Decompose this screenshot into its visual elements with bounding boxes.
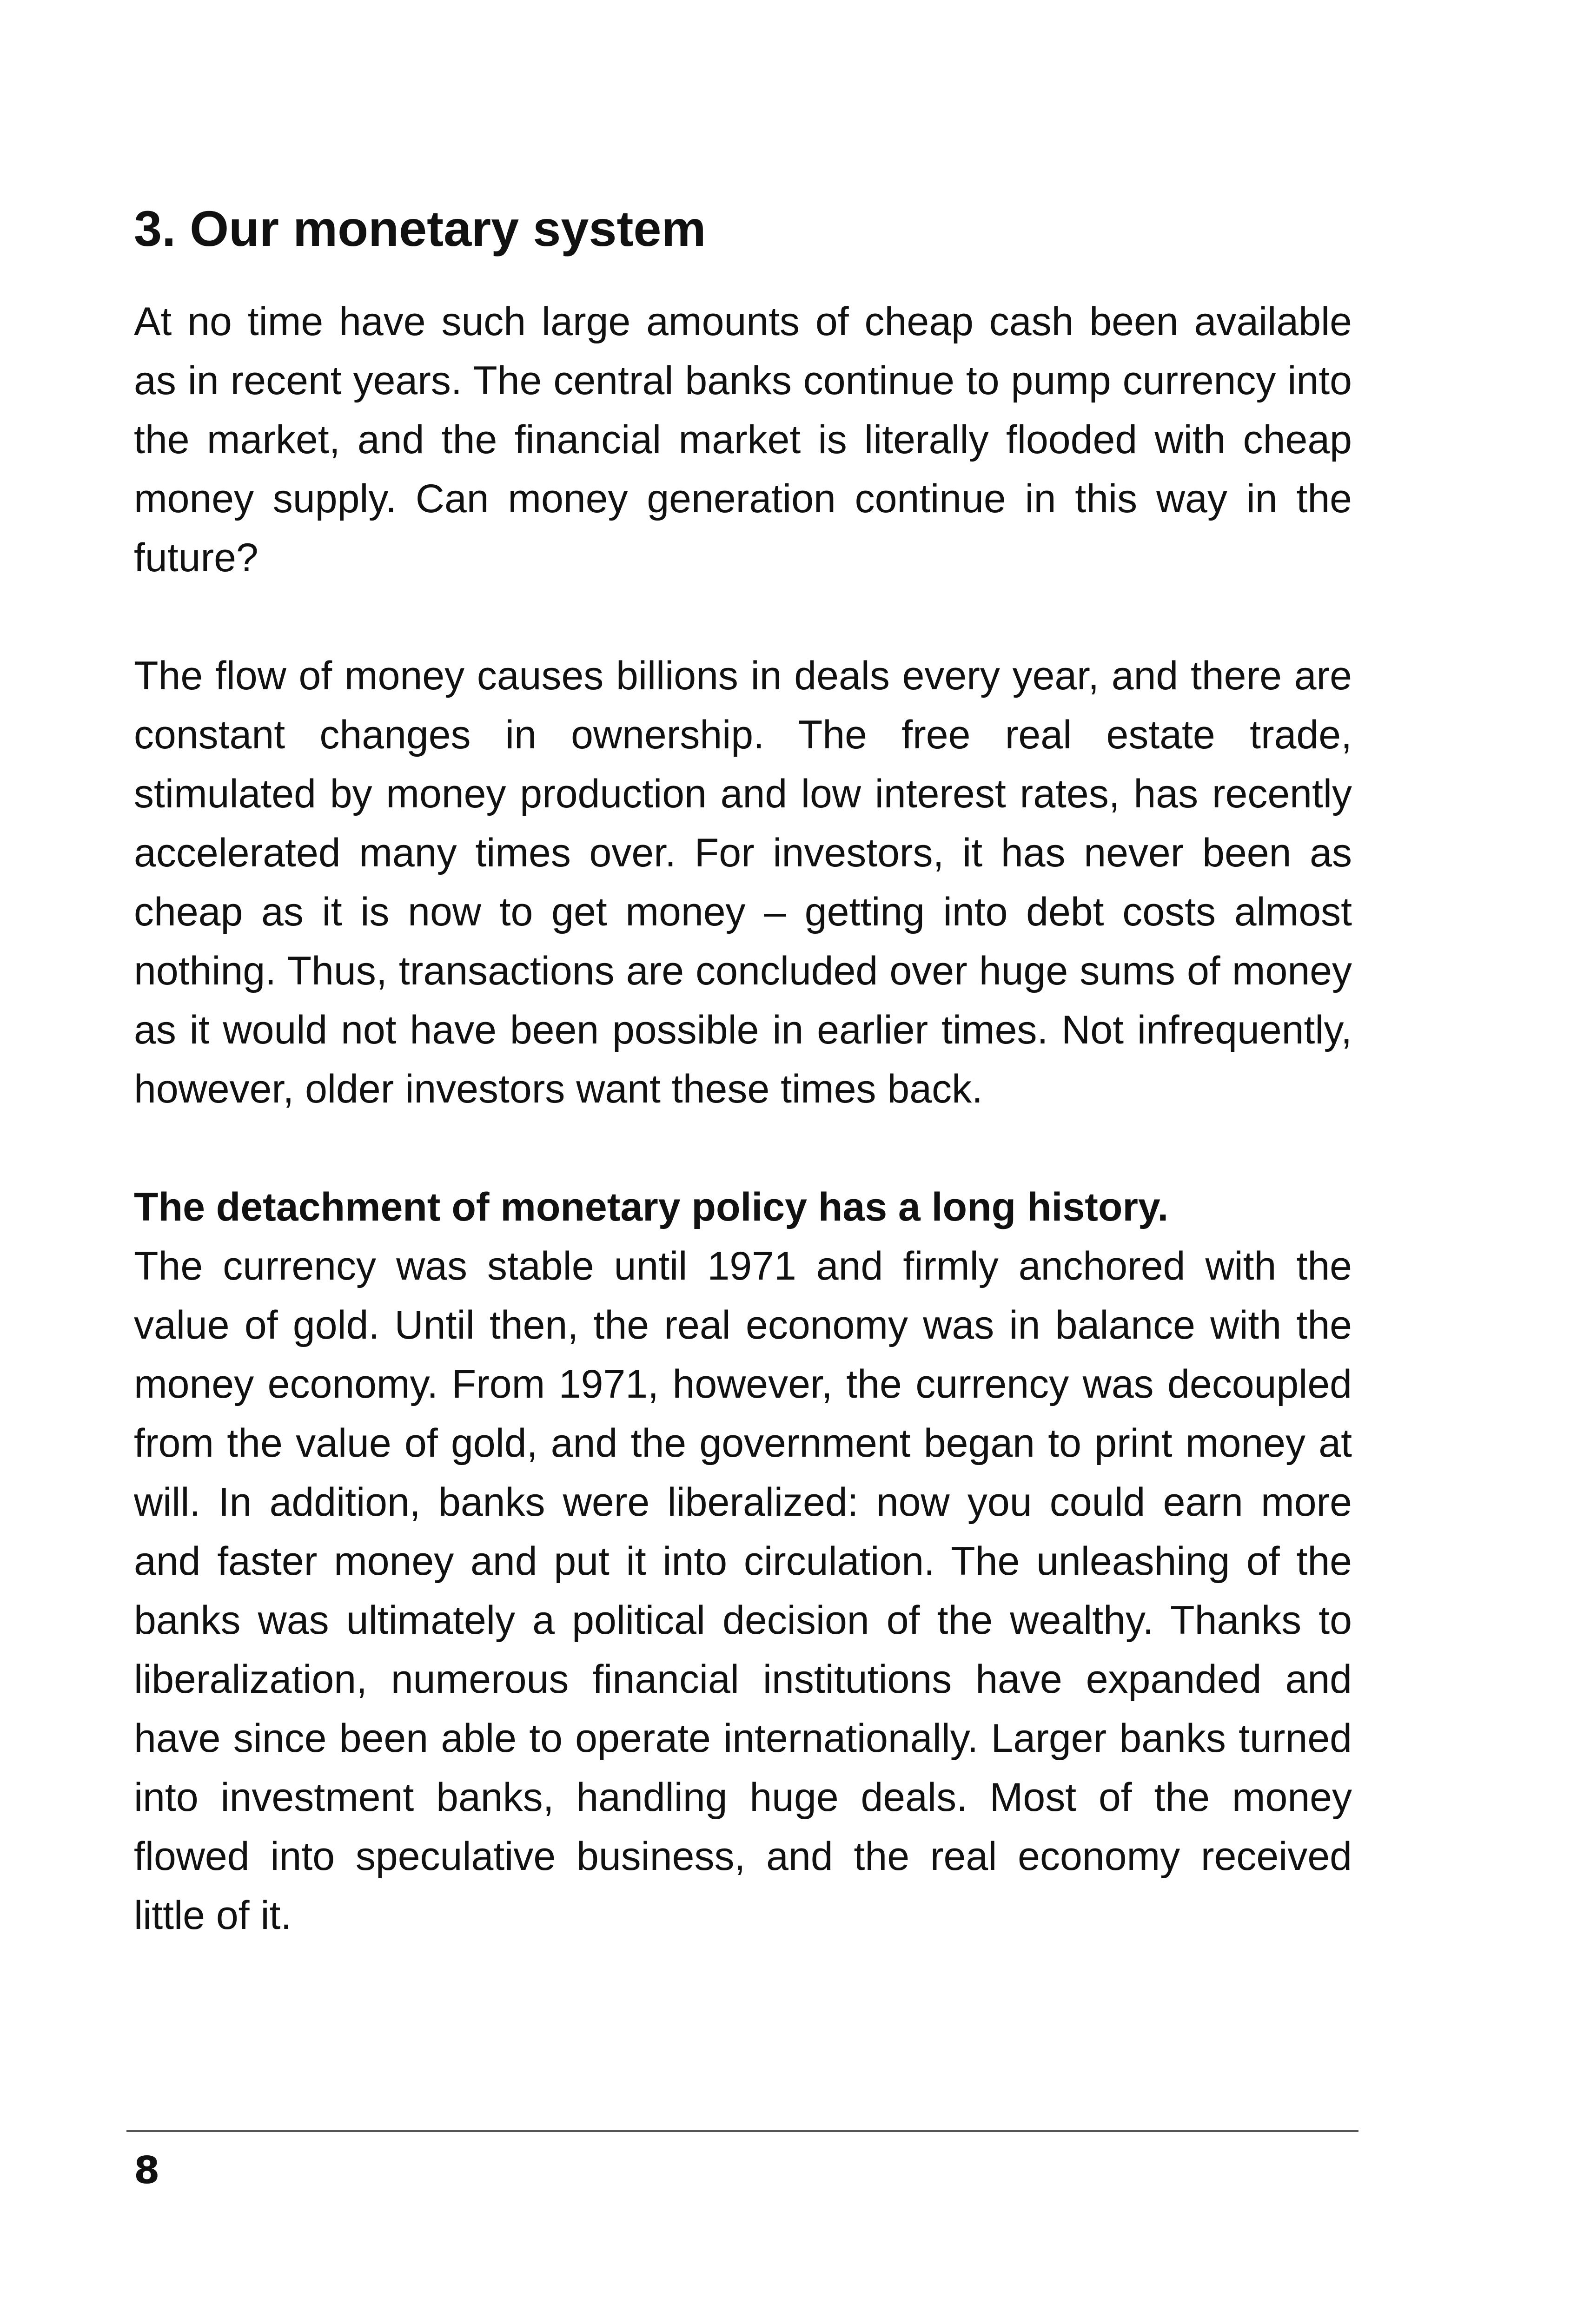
chapter-title: 3. Our monetary system: [134, 200, 706, 257]
footer-divider: [126, 2130, 1358, 2132]
section-body: The currency was stable until 1971 and firmly anchored with the value of gold. Until then, the real economy was in balance with the money economy. From 1971, however, the currency was decoupled from the value of gold, and the government began to print money at will. In addition, banks were liberalized: now you could earn more and faster money and put it into circulation. The unleashing of the banks was ultimately a political decision of the wealthy. Thanks to liberalization, numerous financial institutions have expanded and have since been able to operate internationally. Larger banks turned into investment banks, handling huge deals. Most of the money flowed into speculative business, and the real economy received little of it.: [134, 1244, 1352, 1938]
page-content: [134, 200, 1352, 1945]
section-heading: The detachment of monetary policy has a long history.: [134, 1185, 1169, 1230]
page-number: 8: [134, 2149, 160, 2192]
paragraph-money-flow: The flow of money causes billions in deals every year, and there are constant changes in ownership. The free real estate trade, stimulated by money production and low interest rates, has recently accelerated many times over. For investors, it has never been as cheap as it is now to get money – getting into debt costs almost nothing. Thus, transactions are concluded over huge sums of money as it would not have been possible in earlier times. Not infrequently, however, older investors want these times back.: [134, 654, 1352, 1112]
paragraph-intro: At no time have such large amounts of cheap cash been available as in recent years. The central banks continue to pump currency into the market, and the financial market is literally flooded with cheap money supply. Can money generation continue in this way in the future?: [134, 299, 1352, 581]
